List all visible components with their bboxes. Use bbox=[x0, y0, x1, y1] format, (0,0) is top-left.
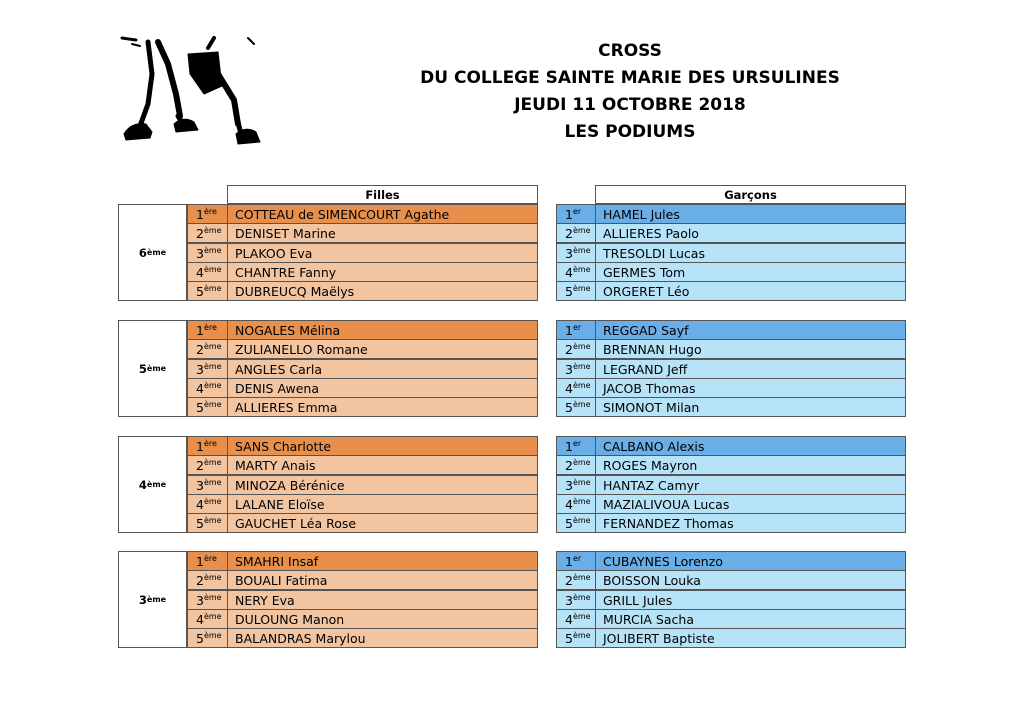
athlete-name: ANGLES Carla bbox=[227, 359, 538, 379]
rank-number: 1 bbox=[565, 323, 573, 338]
rank-suffix: er bbox=[572, 439, 582, 448]
athlete-name: MURCIA Sacha bbox=[595, 609, 906, 629]
rank-number: 4 bbox=[196, 611, 204, 627]
athlete-name: GRILL Jules bbox=[595, 590, 906, 610]
athlete-name: CALBANO Alexis bbox=[595, 436, 906, 456]
rank-suffix: ème bbox=[203, 631, 222, 641]
title-line: DU COLLEGE SAINTE MARIE DES URSULINES bbox=[420, 68, 840, 88]
rank-suffix: ème bbox=[203, 592, 222, 602]
athlete-name: REGGAD Sayf bbox=[595, 320, 906, 340]
rank-suffix: ème bbox=[203, 611, 222, 621]
rank-cell bbox=[556, 551, 596, 571]
rank-number: 4 bbox=[565, 264, 573, 280]
athlete-name: JACOB Thomas bbox=[595, 378, 906, 398]
athlete-name: ORGERET Léo bbox=[595, 281, 906, 301]
rank-suffix: ème bbox=[203, 245, 222, 255]
rank-cell bbox=[556, 455, 596, 475]
rank-number: 2 bbox=[565, 458, 573, 474]
athlete-name: SIMONOT Milan bbox=[595, 397, 906, 417]
document-title bbox=[380, 38, 880, 146]
athlete-name: MINOZA Bérénice bbox=[227, 475, 538, 495]
rank-cell bbox=[187, 397, 228, 417]
level-label: 6 ème bbox=[118, 204, 187, 301]
rank-number: 5 bbox=[196, 284, 204, 300]
rank-cell bbox=[556, 223, 596, 243]
rank-suffix: ème bbox=[572, 361, 591, 371]
rank-cell bbox=[187, 628, 228, 648]
rank-suffix: ère bbox=[203, 207, 217, 216]
rank-cell bbox=[556, 513, 596, 533]
rank-suffix: ère bbox=[203, 439, 217, 448]
rank-suffix: er bbox=[572, 207, 582, 216]
rank-suffix: ème bbox=[572, 458, 591, 468]
rank-number: 3 bbox=[565, 592, 573, 608]
rank-suffix: er bbox=[572, 554, 582, 563]
athlete-name: ZULIANELLO Romane bbox=[227, 339, 538, 359]
rank-cell bbox=[556, 628, 596, 648]
rank-cell bbox=[187, 223, 228, 243]
athlete-name: DUBREUCQ Maëlys bbox=[227, 281, 538, 301]
athlete-name: DENIS Awena bbox=[227, 378, 538, 398]
athlete-name: BRENNAN Hugo bbox=[595, 339, 906, 359]
rank-suffix: ème bbox=[572, 284, 591, 294]
rank-suffix: ème bbox=[572, 592, 591, 602]
rank-suffix: ème bbox=[203, 458, 222, 468]
rank-cell bbox=[556, 436, 596, 456]
rank-cell bbox=[556, 339, 596, 359]
rank-cell bbox=[187, 475, 228, 495]
rank-cell bbox=[187, 262, 228, 282]
athlete-name: GAUCHET Léa Rose bbox=[227, 513, 538, 533]
rank-cell bbox=[187, 551, 228, 571]
level-number: 4 bbox=[138, 477, 147, 492]
level-number: 5 bbox=[138, 361, 147, 376]
athlete-name: BOUALI Fatima bbox=[227, 570, 538, 590]
rank-suffix: ème bbox=[572, 245, 591, 255]
athlete-name: NOGALES Mélina bbox=[227, 320, 538, 340]
athlete-name: JOLIBERT Baptiste bbox=[595, 628, 906, 648]
rank-suffix: ème bbox=[572, 342, 591, 352]
athlete-name: BALANDRAS Marylou bbox=[227, 628, 538, 648]
rank-suffix: ème bbox=[572, 611, 591, 621]
athlete-name: ALLIERES Paolo bbox=[595, 223, 906, 243]
athlete-name: ALLIERES Emma bbox=[227, 397, 538, 417]
athlete-name: SANS Charlotte bbox=[227, 436, 538, 456]
athlete-name: CUBAYNES Lorenzo bbox=[595, 551, 906, 571]
rank-suffix: ème bbox=[572, 264, 591, 274]
rank-suffix: ème bbox=[572, 516, 591, 526]
rank-suffix: ème bbox=[572, 226, 591, 236]
title-line: CROSS bbox=[598, 41, 662, 61]
rank-number: 5 bbox=[565, 284, 573, 300]
rank-cell bbox=[556, 359, 596, 379]
athlete-name: CHANTRE Fanny bbox=[227, 262, 538, 282]
athlete-name: BOISSON Louka bbox=[595, 570, 906, 590]
rank-cell bbox=[187, 513, 228, 533]
rank-cell bbox=[556, 609, 596, 629]
rank-number: 4 bbox=[565, 496, 573, 512]
athlete-name: MARTY Anais bbox=[227, 455, 538, 475]
rank-number: 5 bbox=[196, 516, 204, 532]
rank-suffix: ère bbox=[203, 323, 217, 332]
athlete-name: DULOUNG Manon bbox=[227, 609, 538, 629]
rank-suffix: ème bbox=[203, 361, 222, 371]
rank-cell bbox=[556, 475, 596, 495]
rank-number: 2 bbox=[565, 226, 573, 242]
rank-suffix: ème bbox=[203, 342, 222, 352]
rank-cell bbox=[187, 243, 228, 263]
athlete-name: DENISET Marine bbox=[227, 223, 538, 243]
rank-number: 5 bbox=[565, 400, 573, 416]
rank-number: 5 bbox=[565, 516, 573, 532]
level-number: 3 bbox=[138, 592, 147, 607]
rank-cell bbox=[556, 262, 596, 282]
athlete-name: TRESOLDI Lucas bbox=[595, 243, 906, 263]
rank-number: 2 bbox=[196, 573, 204, 589]
rank-number: 1 bbox=[196, 439, 204, 454]
level-label: 5 ème bbox=[118, 320, 187, 417]
rank-number: 4 bbox=[565, 611, 573, 627]
rank-number: 1 bbox=[565, 554, 573, 569]
rank-suffix: ère bbox=[203, 554, 217, 563]
rank-cell bbox=[187, 570, 228, 590]
rank-suffix: ème bbox=[203, 516, 222, 526]
rank-cell bbox=[187, 436, 228, 456]
rank-cell bbox=[556, 590, 596, 610]
rank-suffix: ème bbox=[572, 400, 591, 410]
rank-cell bbox=[187, 494, 228, 514]
runner-logo bbox=[118, 34, 268, 150]
rank-cell bbox=[556, 397, 596, 417]
level-label: 3 ème bbox=[118, 551, 187, 648]
rank-number: 3 bbox=[196, 361, 204, 377]
rank-suffix: ème bbox=[203, 477, 222, 487]
rank-cell bbox=[556, 570, 596, 590]
rank-cell bbox=[556, 378, 596, 398]
rank-suffix: ème bbox=[572, 496, 591, 506]
level-label: 4 ème bbox=[118, 436, 187, 533]
rank-cell bbox=[187, 609, 228, 629]
rank-suffix: ème bbox=[572, 380, 591, 390]
rank-cell bbox=[187, 320, 228, 340]
rank-suffix: ème bbox=[572, 477, 591, 487]
rank-number: 3 bbox=[565, 361, 573, 377]
rank-cell bbox=[556, 320, 596, 340]
rank-number: 3 bbox=[565, 245, 573, 261]
rank-suffix: ème bbox=[203, 573, 222, 583]
rank-number: 1 bbox=[565, 207, 573, 222]
rank-number: 4 bbox=[196, 496, 204, 512]
rank-number: 5 bbox=[196, 631, 204, 647]
rank-number: 5 bbox=[565, 631, 573, 647]
rank-suffix: er bbox=[572, 323, 582, 332]
rank-suffix: ème bbox=[203, 400, 222, 410]
rank-cell bbox=[187, 378, 228, 398]
athlete-name: HANTAZ Camyr bbox=[595, 475, 906, 495]
rank-cell bbox=[187, 281, 228, 301]
rank-cell bbox=[556, 243, 596, 263]
boys-column-header: Garçons bbox=[595, 185, 906, 204]
rank-number: 4 bbox=[196, 380, 204, 396]
rank-cell bbox=[556, 204, 596, 224]
rank-cell bbox=[187, 339, 228, 359]
rank-number: 3 bbox=[196, 592, 204, 608]
rank-cell bbox=[187, 590, 228, 610]
rank-suffix: ème bbox=[572, 573, 591, 583]
rank-suffix: ème bbox=[203, 380, 222, 390]
athlete-name: SMAHRI Insaf bbox=[227, 551, 538, 571]
rank-number: 1 bbox=[196, 207, 204, 222]
rank-suffix: ème bbox=[572, 631, 591, 641]
rank-suffix: ème bbox=[203, 264, 222, 274]
rank-cell bbox=[556, 494, 596, 514]
athlete-name: NERY Eva bbox=[227, 590, 538, 610]
rank-number: 2 bbox=[196, 458, 204, 474]
athlete-name: MAZIALIVOUA Lucas bbox=[595, 494, 906, 514]
rank-number: 3 bbox=[196, 477, 204, 493]
rank-number: 1 bbox=[196, 554, 204, 569]
athlete-name: HAMEL Jules bbox=[595, 204, 906, 224]
rank-cell bbox=[556, 281, 596, 301]
athlete-name: FERNANDEZ Thomas bbox=[595, 513, 906, 533]
athlete-name: PLAKOO Eva bbox=[227, 243, 538, 263]
athlete-name: LALANE Eloïse bbox=[227, 494, 538, 514]
rank-number: 3 bbox=[196, 245, 204, 261]
rank-number: 4 bbox=[565, 380, 573, 396]
rank-number: 2 bbox=[196, 226, 204, 242]
rank-number: 2 bbox=[565, 342, 573, 358]
rank-cell bbox=[187, 455, 228, 475]
rank-number: 4 bbox=[196, 264, 204, 280]
rank-number: 2 bbox=[565, 573, 573, 589]
rank-number: 1 bbox=[196, 323, 204, 338]
girls-column-header: Filles bbox=[227, 185, 538, 204]
rank-suffix: ème bbox=[203, 284, 222, 294]
athlete-name: GERMES Tom bbox=[595, 262, 906, 282]
rank-number: 3 bbox=[565, 477, 573, 493]
athlete-name: COTTEAU de SIMENCOURT Agathe bbox=[227, 204, 538, 224]
rank-number: 1 bbox=[565, 439, 573, 454]
rank-cell bbox=[187, 359, 228, 379]
title-line: JEUDI 11 OCTOBRE 2018 bbox=[514, 95, 746, 115]
rank-number: 2 bbox=[196, 342, 204, 358]
level-number: 6 bbox=[138, 245, 147, 260]
rank-suffix: ème bbox=[203, 496, 222, 506]
rank-number: 5 bbox=[196, 400, 204, 416]
rank-cell bbox=[187, 204, 228, 224]
athlete-name: LEGRAND Jeff bbox=[595, 359, 906, 379]
rank-suffix: ème bbox=[203, 226, 222, 236]
athlete-name: ROGES Mayron bbox=[595, 455, 906, 475]
title-line: LES PODIUMS bbox=[564, 122, 696, 142]
